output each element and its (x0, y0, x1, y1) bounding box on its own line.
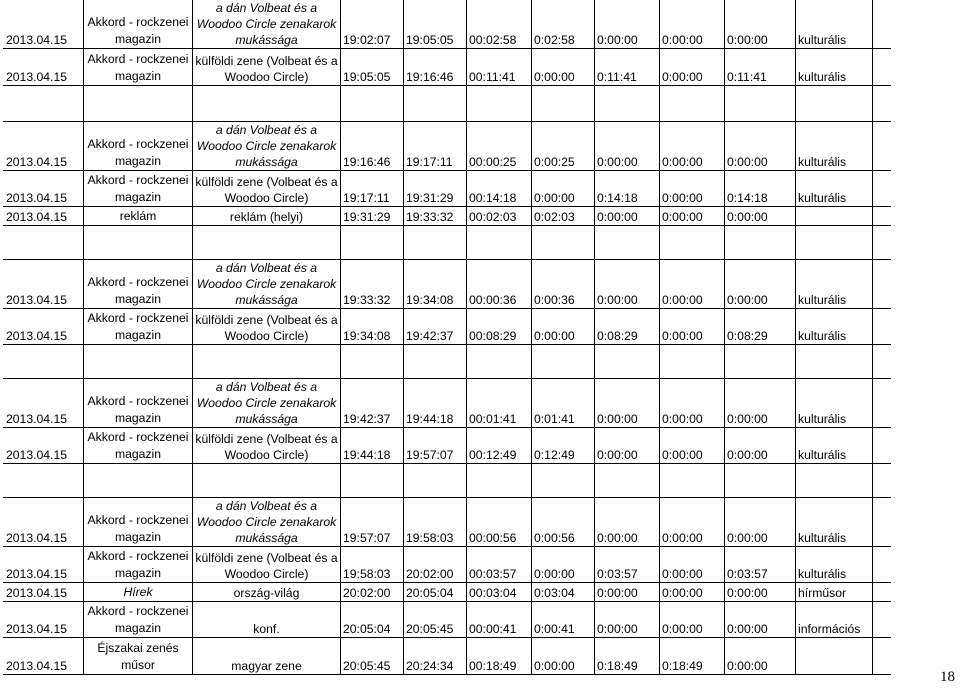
program-cell: Akkord - rockzenei magazin (84, 122, 193, 171)
program-cell: Akkord - rockzenei magazin (84, 498, 193, 547)
program-cell: reklám (84, 207, 193, 226)
category-cell: kulturális (796, 260, 873, 309)
duration-cell: 00:00:56 (467, 498, 532, 547)
duration-cell: 0:00:00 (595, 260, 660, 309)
start-time-cell: 19:57:07 (341, 498, 404, 547)
program-cell: Akkord - rockzenei magazin (84, 49, 193, 86)
program-cell: Hírek (84, 583, 193, 602)
duration-cell (532, 226, 595, 260)
duration-cell: 0:00:00 (660, 309, 725, 345)
spacer-cell (873, 171, 892, 207)
duration-cell: 00:03:57 (467, 547, 532, 583)
spacer-row (3, 86, 891, 122)
duration-cell: 0:18:49 (595, 638, 660, 675)
spacer-cell (873, 309, 892, 345)
date-cell: 2013.04.15 (3, 207, 84, 226)
end-time-cell: 19:34:08 (404, 260, 467, 309)
table-row (3, 638, 891, 675)
duration-cell: 0:00:00 (725, 260, 796, 309)
program-cell: Akkord - rockzenei magazin (84, 0, 193, 49)
duration-cell: 0:00:00 (532, 547, 595, 583)
duration-cell (595, 86, 660, 122)
category-cell (796, 638, 873, 675)
start-time-cell (341, 345, 404, 379)
start-time-cell: 20:05:04 (341, 602, 404, 638)
spacer-cell (873, 122, 892, 171)
duration-cell: 0:00:00 (660, 171, 725, 207)
category-cell: kulturális (796, 0, 873, 49)
table-row (3, 122, 891, 171)
duration-cell: 0:00:00 (725, 583, 796, 602)
content-cell (193, 226, 341, 260)
end-time-cell: 20:02:00 (404, 547, 467, 583)
category-cell: kulturális (796, 49, 873, 86)
start-time-cell: 19:33:32 (341, 260, 404, 309)
spacer-cell (873, 464, 892, 498)
duration-cell: 0:08:29 (725, 309, 796, 345)
end-time-cell: 19:31:29 (404, 171, 467, 207)
duration-cell (467, 226, 532, 260)
date-cell: 2013.04.15 (3, 0, 84, 49)
duration-cell: 0:00:00 (725, 122, 796, 171)
end-time-cell: 19:44:18 (404, 379, 467, 428)
broadcast-log-table (3, 0, 891, 675)
duration-cell: 0:00:00 (725, 0, 796, 49)
start-time-cell: 19:05:05 (341, 49, 404, 86)
duration-cell: 0:00:00 (660, 583, 725, 602)
duration-cell: 0:11:41 (725, 49, 796, 86)
date-cell: 2013.04.15 (3, 498, 84, 547)
duration-cell: 00:18:49 (467, 638, 532, 675)
duration-cell: 00:12:49 (467, 428, 532, 464)
duration-cell: 0:00:00 (595, 0, 660, 49)
end-time-cell: 19:57:07 (404, 428, 467, 464)
spacer-cell (873, 583, 892, 602)
spacer-cell (873, 547, 892, 583)
spacer-cell (873, 207, 892, 226)
duration-cell: 00:08:29 (467, 309, 532, 345)
spacer-cell (873, 638, 892, 675)
end-time-cell: 20:05:04 (404, 583, 467, 602)
end-time-cell: 19:05:05 (404, 0, 467, 49)
spacer-cell (873, 226, 892, 260)
duration-cell (725, 226, 796, 260)
program-cell: Akkord - rockzenei magazin (84, 379, 193, 428)
duration-cell: 0:00:36 (532, 260, 595, 309)
end-time-cell: 20:24:34 (404, 638, 467, 675)
table-row (3, 309, 891, 345)
duration-cell: 0:00:41 (532, 602, 595, 638)
date-cell (3, 226, 84, 260)
end-time-cell: 20:05:45 (404, 602, 467, 638)
spacer-cell (873, 379, 892, 428)
duration-cell: 0:11:41 (595, 49, 660, 86)
duration-cell: 0:02:03 (532, 207, 595, 226)
category-cell: kulturális (796, 171, 873, 207)
date-cell: 2013.04.15 (3, 122, 84, 171)
duration-cell: 0:00:00 (660, 260, 725, 309)
end-time-cell (404, 345, 467, 379)
spacer-cell (873, 428, 892, 464)
content-cell: a dán Volbeat és a Woodoo Circle zenakarok mukássága (193, 0, 341, 49)
duration-cell: 0:00:00 (660, 0, 725, 49)
content-cell: a dán Volbeat és a Woodoo Circle zenakarok mukássága (193, 122, 341, 171)
category-cell: információs (796, 602, 873, 638)
duration-cell: 0:00:56 (532, 498, 595, 547)
duration-cell: 0:00:00 (595, 122, 660, 171)
duration-cell: 0:00:00 (595, 583, 660, 602)
program-cell: Akkord - rockzenei magazin (84, 428, 193, 464)
content-cell: konf. (193, 602, 341, 638)
table-row (3, 207, 891, 226)
duration-cell: 0:00:00 (660, 547, 725, 583)
start-time-cell: 19:42:37 (341, 379, 404, 428)
duration-cell (595, 226, 660, 260)
end-time-cell (404, 226, 467, 260)
duration-cell (467, 464, 532, 498)
program-cell: Akkord - rockzenei magazin (84, 309, 193, 345)
date-cell: 2013.04.15 (3, 49, 84, 86)
program-cell (84, 226, 193, 260)
duration-cell: 00:00:41 (467, 602, 532, 638)
category-cell: kulturális (796, 122, 873, 171)
start-time-cell: 19:02:07 (341, 0, 404, 49)
content-cell: külföldi zene (Volbeat és a Woodoo Circle) (193, 49, 341, 86)
category-cell: kulturális (796, 428, 873, 464)
duration-cell: 0:00:00 (532, 638, 595, 675)
start-time-cell: 19:31:29 (341, 207, 404, 226)
content-cell: külföldi zene (Volbeat és a Woodoo Circle) (193, 547, 341, 583)
date-cell: 2013.04.15 (3, 547, 84, 583)
date-cell (3, 345, 84, 379)
category-cell (796, 207, 873, 226)
end-time-cell: 19:16:46 (404, 49, 467, 86)
duration-cell: 0:00:00 (660, 428, 725, 464)
date-cell: 2013.04.15 (3, 583, 84, 602)
duration-cell: 0:00:00 (725, 602, 796, 638)
duration-cell (467, 345, 532, 379)
category-cell: kulturális (796, 379, 873, 428)
duration-cell: 0:00:00 (532, 309, 595, 345)
duration-cell: 00:02:03 (467, 207, 532, 226)
content-cell (193, 345, 341, 379)
program-cell: Akkord - rockzenei magazin (84, 547, 193, 583)
duration-cell: 0:08:29 (595, 309, 660, 345)
duration-cell: 0:00:00 (660, 49, 725, 86)
duration-cell: 0:00:00 (660, 602, 725, 638)
category-cell: kulturális (796, 547, 873, 583)
content-cell: magyar zene (193, 638, 341, 675)
duration-cell: 0:00:00 (595, 379, 660, 428)
duration-cell: 0:00:00 (532, 171, 595, 207)
spacer-cell (873, 0, 892, 49)
duration-cell: 0:00:00 (660, 379, 725, 428)
start-time-cell: 20:05:45 (341, 638, 404, 675)
duration-cell (532, 86, 595, 122)
date-cell: 2013.04.15 (3, 379, 84, 428)
duration-cell (595, 345, 660, 379)
duration-cell (660, 464, 725, 498)
program-cell: Akkord - rockzenei magazin (84, 602, 193, 638)
table-row (3, 547, 891, 583)
duration-cell: 0:00:00 (595, 428, 660, 464)
duration-cell (725, 86, 796, 122)
duration-cell: 0:00:00 (725, 207, 796, 226)
duration-cell (725, 345, 796, 379)
end-time-cell: 19:42:37 (404, 309, 467, 345)
date-cell (3, 464, 84, 498)
duration-cell: 00:00:25 (467, 122, 532, 171)
date-cell: 2013.04.15 (3, 602, 84, 638)
spacer-row (3, 464, 891, 498)
program-cell (84, 86, 193, 122)
category-cell: hírműsor (796, 583, 873, 602)
duration-cell: 0:00:00 (725, 638, 796, 675)
duration-cell: 0:00:00 (532, 49, 595, 86)
duration-cell (595, 464, 660, 498)
start-time-cell: 19:44:18 (341, 428, 404, 464)
duration-cell: 00:01:41 (467, 379, 532, 428)
start-time-cell: 19:34:08 (341, 309, 404, 345)
table-row (3, 428, 891, 464)
category-cell (796, 345, 873, 379)
duration-cell: 0:00:00 (725, 498, 796, 547)
content-cell: ország-világ (193, 583, 341, 602)
start-time-cell: 19:58:03 (341, 547, 404, 583)
program-cell: Akkord - rockzenei magazin (84, 171, 193, 207)
table-row (3, 49, 891, 86)
duration-cell (660, 86, 725, 122)
content-cell (193, 464, 341, 498)
start-time-cell: 19:16:46 (341, 122, 404, 171)
table-row (3, 379, 891, 428)
content-cell: külföldi zene (Volbeat és a Woodoo Circle) (193, 171, 341, 207)
duration-cell: 0:01:41 (532, 379, 595, 428)
duration-cell: 0:00:00 (595, 207, 660, 226)
start-time-cell (341, 86, 404, 122)
spacer-row (3, 226, 891, 260)
category-cell: kulturális (796, 498, 873, 547)
start-time-cell: 19:17:11 (341, 171, 404, 207)
end-time-cell: 19:58:03 (404, 498, 467, 547)
program-cell (84, 345, 193, 379)
duration-cell: 0:03:57 (725, 547, 796, 583)
duration-cell: 00:00:36 (467, 260, 532, 309)
content-cell: külföldi zene (Volbeat és a Woodoo Circle) (193, 309, 341, 345)
spacer-cell (873, 345, 892, 379)
duration-cell: 0:12:49 (532, 428, 595, 464)
duration-cell: 0:00:00 (595, 498, 660, 547)
duration-cell: 0:14:18 (595, 171, 660, 207)
duration-cell: 0:00:00 (725, 379, 796, 428)
program-cell: Akkord - rockzenei magazin (84, 260, 193, 309)
date-cell: 2013.04.15 (3, 171, 84, 207)
spacer-row (3, 345, 891, 379)
duration-cell: 00:02:58 (467, 0, 532, 49)
duration-cell: 0:03:04 (532, 583, 595, 602)
duration-cell (467, 86, 532, 122)
duration-cell: 0:00:00 (660, 207, 725, 226)
program-cell (84, 464, 193, 498)
duration-cell: 0:18:49 (660, 638, 725, 675)
duration-cell: 0:00:00 (595, 602, 660, 638)
content-cell: a dán Volbeat és a Woodoo Circle zenakarok mukássága (193, 260, 341, 309)
duration-cell (532, 464, 595, 498)
table-row (3, 260, 891, 309)
category-cell (796, 226, 873, 260)
end-time-cell: 19:17:11 (404, 122, 467, 171)
end-time-cell: 19:33:32 (404, 207, 467, 226)
table-row (3, 171, 891, 207)
table-row (3, 602, 891, 638)
table-row (3, 498, 891, 547)
spacer-cell (873, 602, 892, 638)
table-row (3, 583, 891, 602)
date-cell (3, 86, 84, 122)
duration-cell: 00:14:18 (467, 171, 532, 207)
page-number: 18 (940, 669, 955, 685)
duration-cell: 00:11:41 (467, 49, 532, 86)
content-cell: külföldi zene (Volbeat és a Woodoo Circle) (193, 428, 341, 464)
start-time-cell: 20:02:00 (341, 583, 404, 602)
duration-cell: 0:14:18 (725, 171, 796, 207)
content-cell: a dán Volbeat és a Woodoo Circle zenakarok mukássága (193, 379, 341, 428)
spacer-cell (873, 498, 892, 547)
end-time-cell (404, 86, 467, 122)
duration-cell: 00:03:04 (467, 583, 532, 602)
start-time-cell (341, 226, 404, 260)
start-time-cell (341, 464, 404, 498)
content-cell: reklám (helyi) (193, 207, 341, 226)
category-cell: kulturális (796, 309, 873, 345)
content-cell: a dán Volbeat és a Woodoo Circle zenakarok mukássága (193, 498, 341, 547)
date-cell: 2013.04.15 (3, 309, 84, 345)
duration-cell: 0:02:58 (532, 0, 595, 49)
duration-cell: 0:00:25 (532, 122, 595, 171)
spacer-cell (873, 49, 892, 86)
duration-cell (532, 345, 595, 379)
table-row (3, 0, 891, 49)
duration-cell (660, 226, 725, 260)
category-cell (796, 86, 873, 122)
date-cell: 2013.04.15 (3, 428, 84, 464)
broadcast-log-body (3, 0, 891, 675)
spacer-cell (873, 260, 892, 309)
content-cell (193, 86, 341, 122)
duration-cell: 0:00:00 (725, 428, 796, 464)
spacer-cell (873, 86, 892, 122)
category-cell (796, 464, 873, 498)
date-cell: 2013.04.15 (3, 638, 84, 675)
duration-cell (660, 345, 725, 379)
duration-cell: 0:00:00 (660, 498, 725, 547)
program-cell: Éjszakai zenés műsor (84, 638, 193, 675)
duration-cell (725, 464, 796, 498)
end-time-cell (404, 464, 467, 498)
date-cell: 2013.04.15 (3, 260, 84, 309)
duration-cell: 0:00:00 (660, 122, 725, 171)
duration-cell: 0:03:57 (595, 547, 660, 583)
